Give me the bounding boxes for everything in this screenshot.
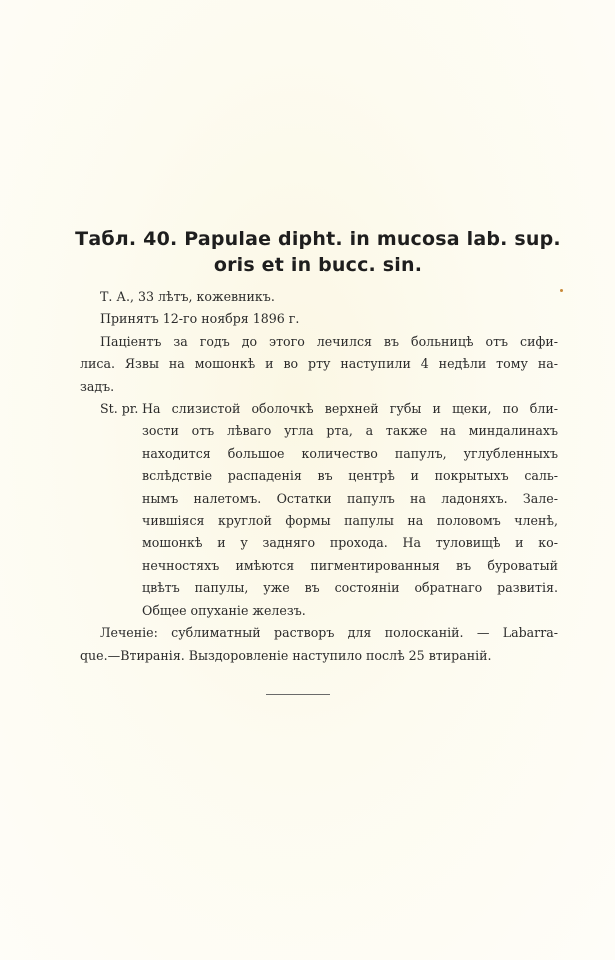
status-line-9: цвѣтъ папулы, уже въ состояніи обратнаго развитія. xyxy=(142,580,558,596)
title-line-1: Табл. 40. Papulae dipht. in mucosa lab. sup. xyxy=(75,228,561,250)
status-line-8: нечностяхъ имѣются пигментированныя въ буроватый xyxy=(142,557,558,573)
history-line-3: задъ. xyxy=(80,378,115,394)
title-line-2: oris et in bucc. sin. xyxy=(213,254,423,276)
admitted-line: Принятъ 12-го ноября 1896 г. xyxy=(100,311,300,327)
treatment-paragraph xyxy=(80,622,558,667)
history-paragraph xyxy=(80,331,558,398)
status-line-1: На слизистой оболочкѣ верхней губы и щеки, по бли- xyxy=(142,401,558,417)
page-title xyxy=(68,226,568,278)
status-line-3: находится большое количество папулъ, углубленныхъ xyxy=(142,445,558,461)
status-line-7: мошонкѣ и у задняго прохода. На туловищѣ и ко- xyxy=(142,535,558,551)
status-line-2: зости отъ лѣваго угла рта, а также на миндалинахъ xyxy=(142,423,558,439)
status-line-5: нымъ налетомъ. Остатки папулъ на ладоняхъ. Зале- xyxy=(142,490,558,506)
treatment-line-1: Леченіе: сублиматный растворъ для полосканій. — Labarra- xyxy=(100,625,558,641)
history-line-2: лиса. Язвы на мошонкѣ и во рту наступили 4 недѣли тому на- xyxy=(80,356,558,372)
status-body xyxy=(142,398,558,622)
status-line-10: Общее опуханіе железъ. xyxy=(142,602,306,618)
patient-line: Т. А., 33 лѣтъ, кожевникъ. xyxy=(100,289,275,304)
status-label: St. pr. xyxy=(100,401,139,417)
case-text xyxy=(80,286,558,667)
end-divider xyxy=(266,694,330,695)
treatment-line-2: que.—Втиранія. Выздоровленіе наступило послѣ 25 втираній. xyxy=(80,647,492,663)
history-line-1: Паціентъ за годъ до этого лечился въ больницѣ отъ сифи- xyxy=(100,333,558,349)
ink-mark xyxy=(560,289,563,292)
status-paragraph xyxy=(80,398,558,622)
status-line-4: вслѣдствіе распаденія въ центрѣ и покрытыхъ саль- xyxy=(142,468,558,484)
status-line-6: чившіяся круглой формы папулы на половомъ членѣ, xyxy=(142,513,558,529)
